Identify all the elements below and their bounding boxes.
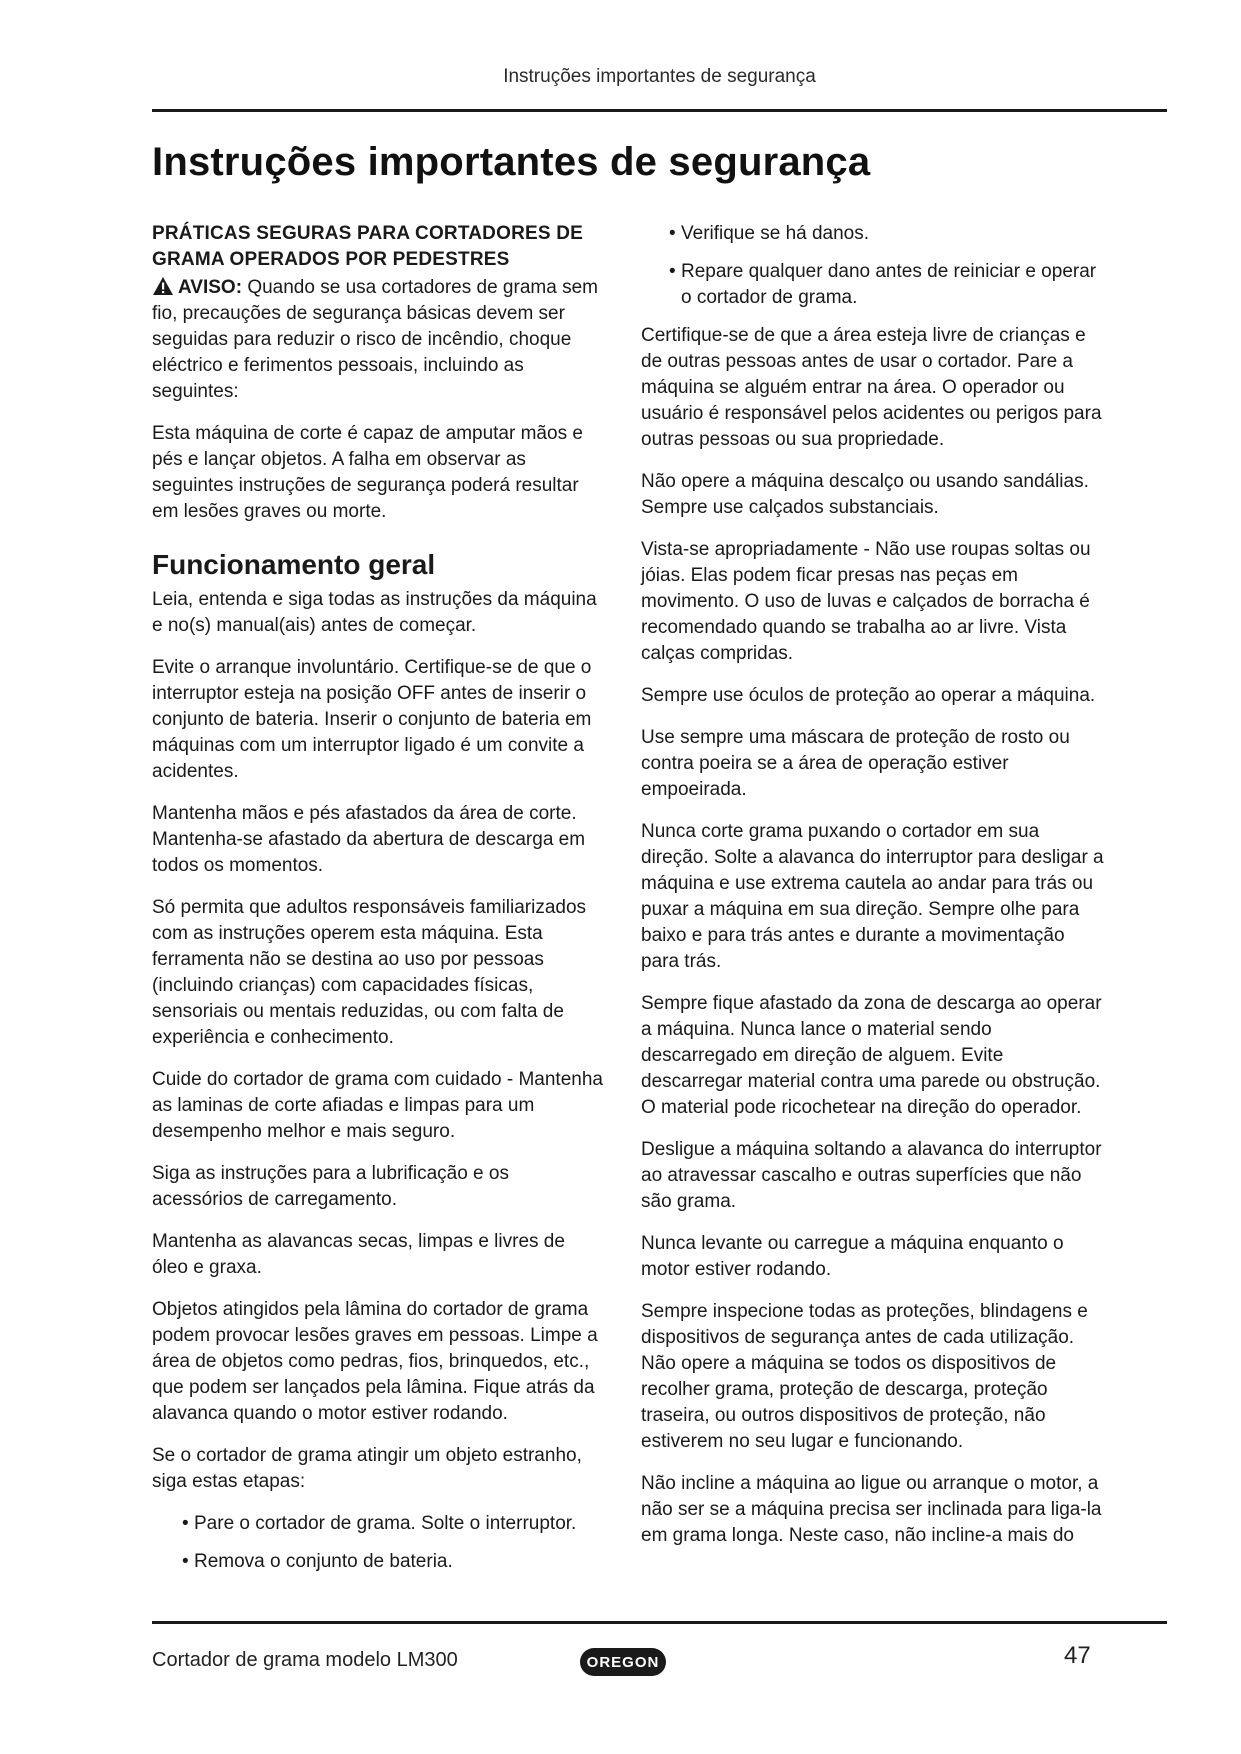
- subheading-line-2: GRAMA OPERADOS POR PEDESTRES: [152, 249, 510, 270]
- practices-subheading: [152, 221, 604, 273]
- paragraph: Esta máquina de corte é capaz de amputar mãos e pés e lançar objetos. A falha em observar as seguintes instruções de segurança poderá resultar em lesões graves ou morte.: [152, 423, 583, 522]
- warning-paragraph: [152, 275, 604, 405]
- paragraph: Cuide do cortador de grama com cuidado - Mantenha as laminas de corte afiadas e limpas para um desempenho melhor e mais seguro.: [152, 1069, 603, 1142]
- steps-list-continued: [669, 221, 1106, 311]
- paragraph: Use sempre uma máscara de proteção de rosto ou contra poeira se a área de operação estiver empoeirada.: [641, 727, 1070, 800]
- paragraph: Siga as instruções para a lubrificação e os acessórios de carregamento.: [152, 1163, 509, 1210]
- list-item: • Pare o cortador de grama. Solte o interruptor.: [182, 1511, 604, 1537]
- paragraph: Não opere a máquina descalço ou usando sandálias. Sempre use calçados substanciais.: [641, 471, 1089, 518]
- running-header: Instruções importantes de segurança: [503, 66, 816, 87]
- oregon-logo: [580, 1648, 666, 1676]
- page-number: 47: [1064, 1642, 1091, 1669]
- footer-model: Cortador de grama modelo LM300: [152, 1649, 458, 1671]
- page-title: Instruções importantes de segurança: [152, 140, 871, 184]
- steps-list: [182, 1511, 604, 1575]
- paragraph: Mantenha mãos e pés afastados da área de corte. Mantenha-se afastado da abertura de descarga em todos os momentos.: [152, 803, 586, 876]
- left-column: [152, 221, 604, 1587]
- right-column: [641, 221, 1106, 1565]
- paragraph: Sempre inspecione todas as proteções, blindagens e dispositivos de segurança antes de cada utilização. Não opere a máquina se todos os dispositivos de recolher grama, proteção de descarga, proteção traseira, ou outros dispositivos de proteção, não estiverem no seu lugar e funcionando.: [641, 1301, 1088, 1452]
- paragraph: Leia, entenda e siga todas as instruções da máquina e no(s) manual(ais) antes de começar.: [152, 589, 597, 636]
- paragraph: Só permita que adultos responsáveis familiarizados com as instruções operem esta máquina. Esta ferramenta não se destina ao uso por pessoas (incluindo crianças) com capacidades físicas, sensoriais ou mentais reduzidas, ou com falta de experiência e conhecimento.: [152, 897, 587, 1048]
- warning-text: Quando se usa cortadores de grama sem fio, precauções de segurança básicas devem ser seguidas para reduzir o risco de incêndio, choque eléctrico e ferimentos pessoais, incluindo as seguintes:: [152, 277, 598, 402]
- paragraph: Evite o arranque involuntário. Certifique-se de que o interruptor esteja na posição OFF antes de inserir o conjunto de bateria. Inserir o conjunto de bateria em máquinas com um interruptor ligado é um convite a acidentes.: [152, 657, 592, 782]
- paragraph: Certifique-se de que a área esteja livre de crianças e de outras pessoas antes de usar o cortador. Pare a máquina se alguém entrar na área. O operador ou usuário é responsável pelos acidentes ou perigos para outras pessoas ou sua propriedade.: [641, 325, 1102, 450]
- subheading-line-1: PRÁTICAS SEGURAS PARA CORTADORES DE: [152, 223, 584, 244]
- footer-rule: [152, 1621, 1167, 1624]
- warning-label: AVISO:: [178, 277, 243, 298]
- logo-text: OREGON: [586, 1653, 660, 1671]
- section-heading: Funcionamento geral: [152, 549, 436, 580]
- paragraph: Sempre fique afastado da zona de descarga ao operar a máquina. Nunca lance o material sendo descarregado em direção de alguem. Evite descarregar material contra uma parede ou obstrução. O material pode ricochetear na direção do operador.: [641, 993, 1102, 1118]
- list-item: • Remova o conjunto de bateria.: [182, 1549, 604, 1575]
- paragraph: Se o cortador de grama atingir um objeto estranho, siga estas etapas:: [152, 1445, 582, 1492]
- list-item: • Repare qualquer dano antes de reiniciar e operar o cortador de grama.: [669, 259, 1106, 311]
- paragraph: Não incline a máquina ao ligue ou arranque o motor, a não ser se a máquina precisa ser inclinada para liga-la em grama longa. Neste caso, não incline-a mais do: [641, 1473, 1102, 1546]
- header-rule: [152, 109, 1167, 112]
- list-item: • Verifique se há danos.: [669, 221, 1106, 247]
- paragraph: Nunca levante ou carregue a máquina enquanto o motor estiver rodando.: [641, 1233, 1064, 1280]
- paragraph: Nunca corte grama puxando o cortador em sua direção. Solte a alavanca do interruptor para desligar a máquina e use extrema cautela ao andar para trás ou puxar a máquina em sua direção. Sempre olhe para baixo e para trás antes e durante a movimentação para trás.: [641, 821, 1104, 972]
- paragraph: Vista-se apropriadamente - Não use roupas soltas ou jóias. Elas podem ficar presas nas peças em movimento. O uso de luvas e calçados de borracha é recomendado quando se trabalha ao ar livre. Vista calças compridas.: [641, 539, 1091, 664]
- paragraph: Desligue a máquina soltando a alavanca do interruptor ao atravessar cascalho e outras superfícies que não são grama.: [641, 1139, 1102, 1212]
- warning-triangle-icon: [152, 276, 174, 296]
- paragraph: Sempre use óculos de proteção ao operar a máquina.: [641, 685, 1096, 706]
- paragraph: Objetos atingidos pela lâmina do cortador de grama podem provocar lesões graves em pessoas. Limpe a área de objetos como pedras, fios, brinquedos, etc., que podem ser lançados pela lâmina. Fique atrás da alavanca quando o motor estiver rodando.: [152, 1299, 598, 1424]
- paragraph: Mantenha as alavancas secas, limpas e livres de óleo e graxa.: [152, 1231, 565, 1278]
